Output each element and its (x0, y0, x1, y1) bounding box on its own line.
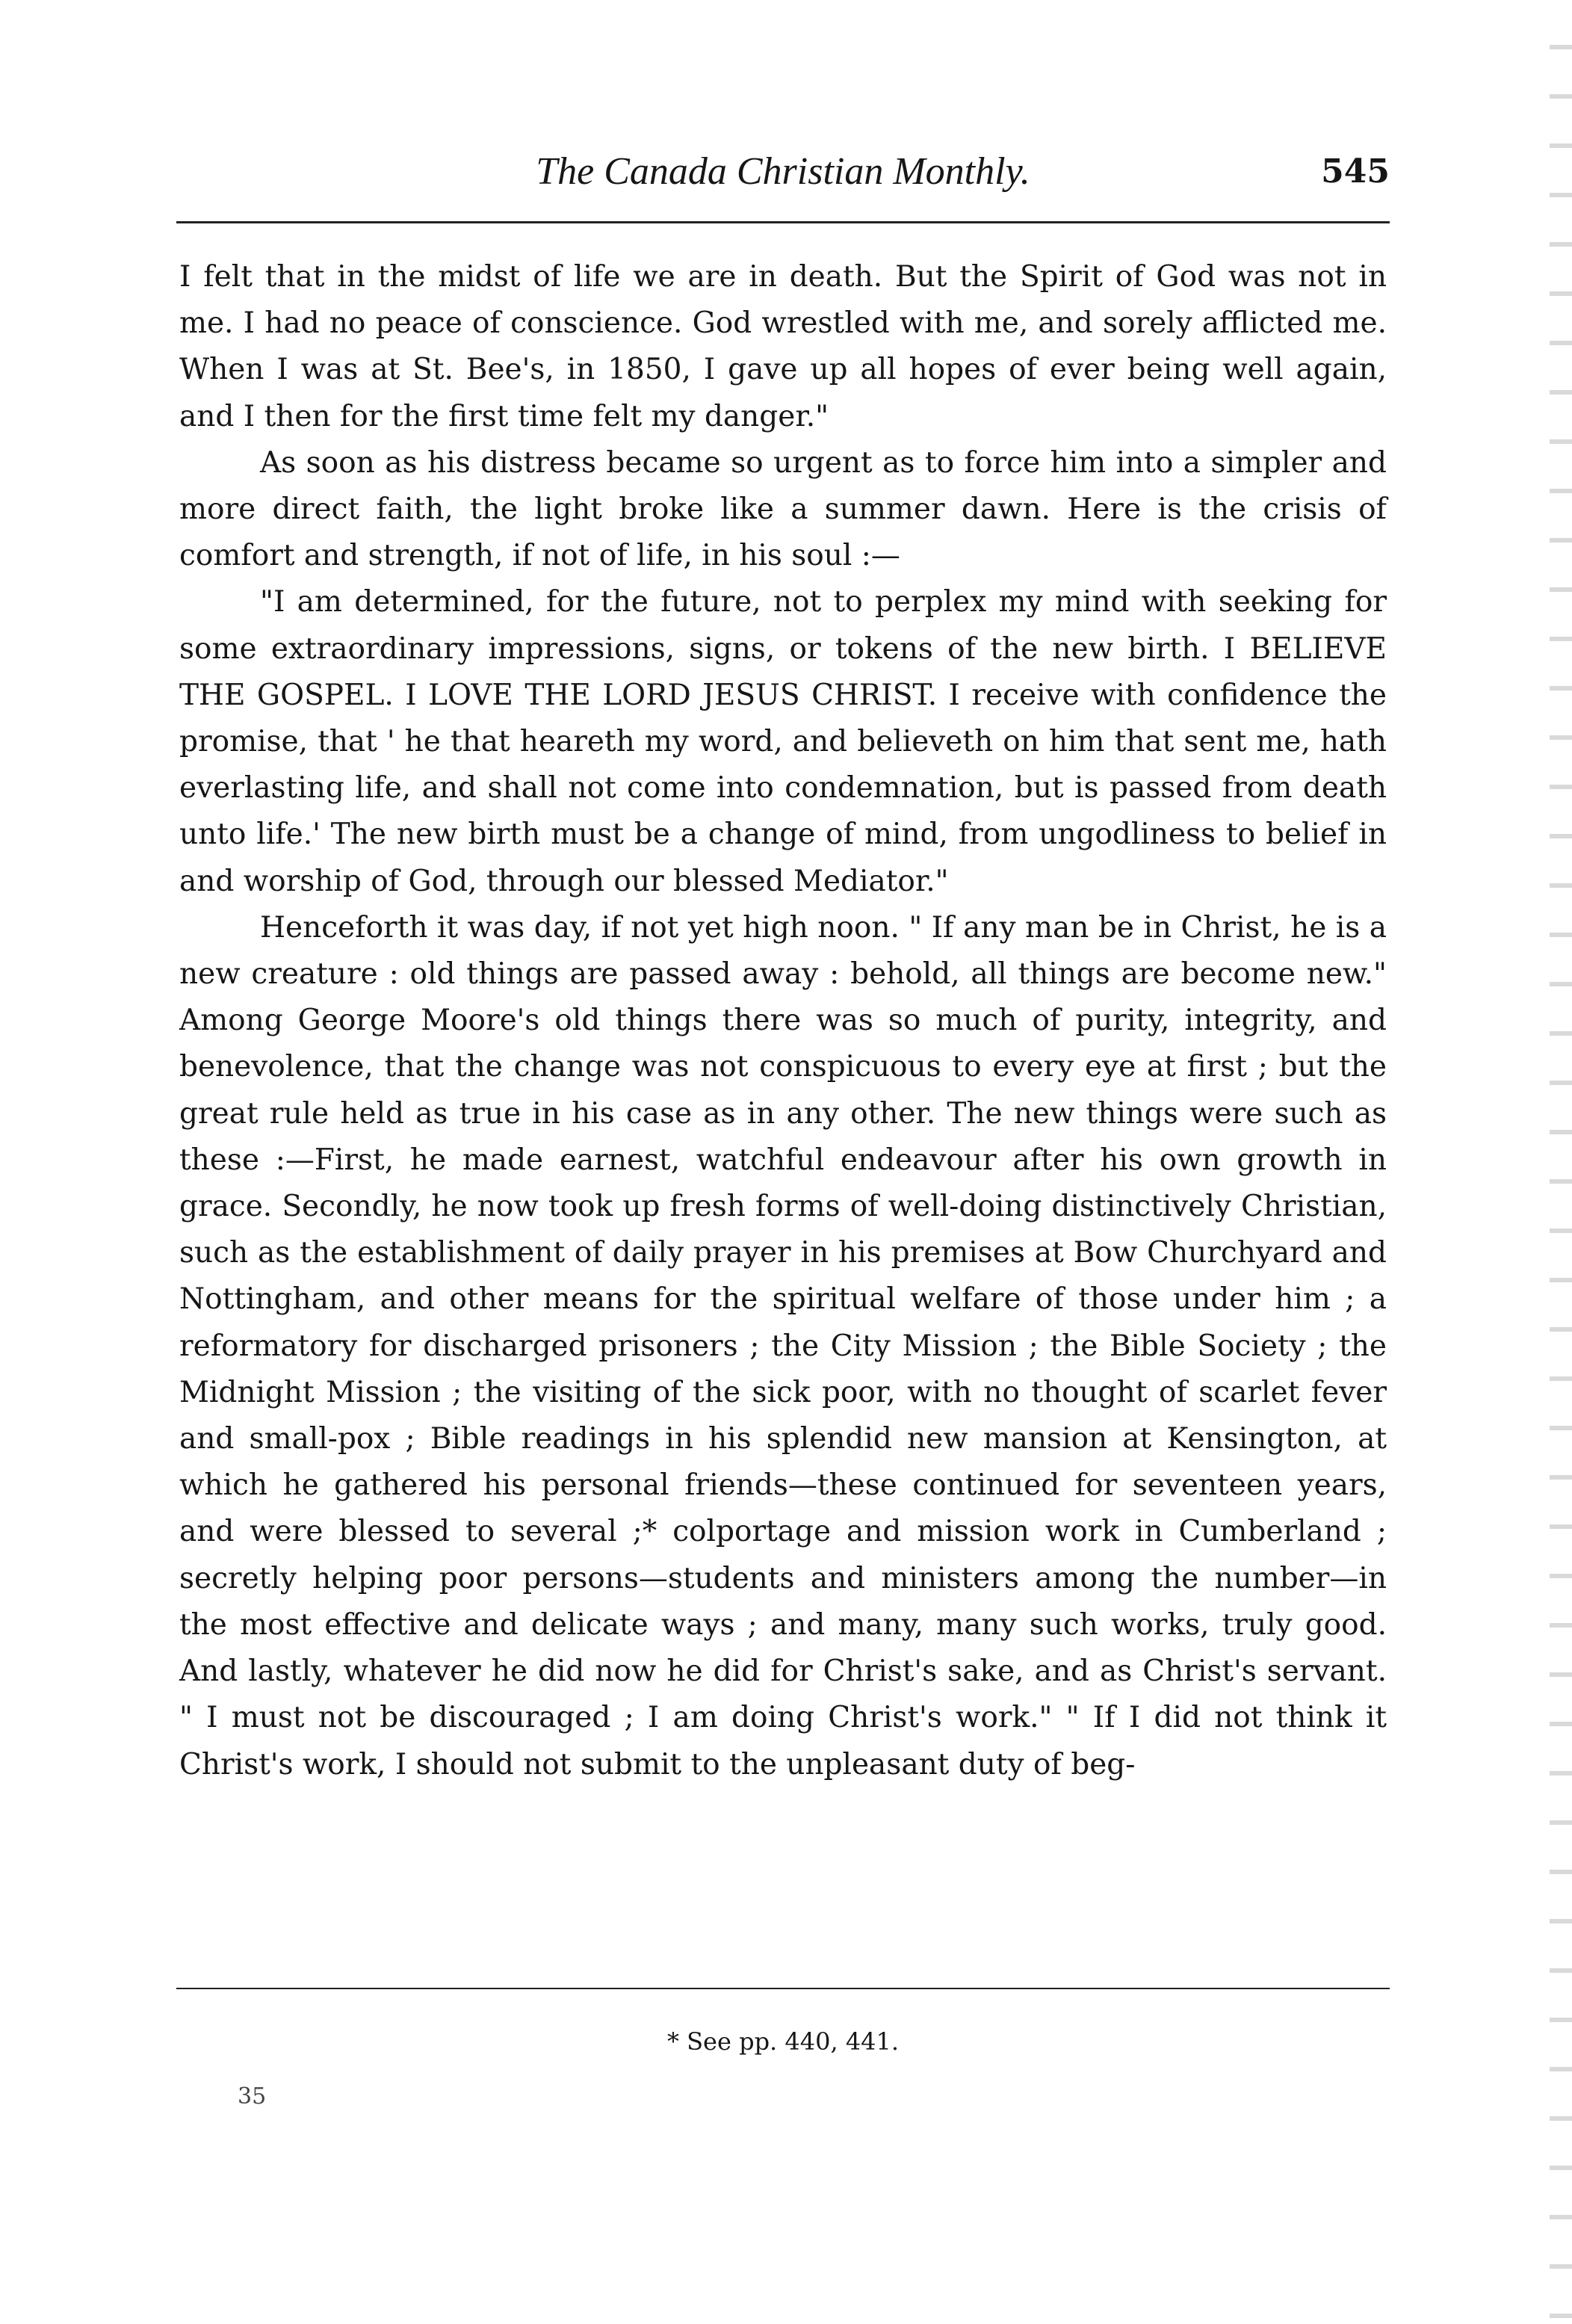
header-rule (176, 221, 1390, 223)
paragraph-3-quotation: "I am determined, for the future, not to perplex my mind with seeking for some extraordinary impressions, signs, or tokens of the new birth. I BELIEVE THE GOSPEL. I LOVE THE LORD JESUS CHRIST. I receive with confidence the promise, that ' he that heareth my word, and believeth on him that sent me, hath everlasting life, and shall not come into condemnation, but is passed from death unto life.' The new birth must be a change of mind, from ungodliness to belief in and worship of God, through our blessed Mediator." (179, 585, 1387, 898)
paragraph-2: As soon as his distress became so urgent as to force him into a simpler and more direct faith, the light broke like a summer dawn. Here is the crisis of comfort and strength, if not of life, in his soul :— (179, 445, 1387, 573)
scan-edge-shadow (1550, 0, 1572, 2324)
footnote-rule (176, 1988, 1390, 1989)
body-text (179, 254, 1387, 1788)
paragraph-4: Henceforth it was day, if not yet high noon. " If any man be in Christ, he is a new creature : old things are passed away : behold, all things are become new." Among George Moore's old things there was so much of purity, integrity, and benevolence, that the change was not conspicuous to every eye at first ; but the great rule held as true in his case as in any other. The new things were such as these :—First, he made earnest, watchful endeavour after his own growth in grace. Secondly, he now took up fresh forms of well-doing distinctively Christian, such as the establishment of daily prayer in his premises at Bow Churchyard and Nottingham, and other means for the spiritual welfare of those under him ; a reformatory for discharged prisoners ; the City Mission ; the Bible Society ; the Midnight Mission ; the visiting of the sick poor, with no thought of scarlet fever and small-pox ; Bible readings in his splendid new mansion at Kensington, at which he gathered his personal friends—these continued for seventeen years, and were blessed to several ;* colportage and mission work in Cumberland ; secretly helping poor persons—students and ministers among the number—in the most effective and delicate ways ; and many, many such works, truly good. And lastly, whatever he did now he did for Christ's sake, and as Christ's servant. " I must not be discouraged ; I am doing Christ's work." " If I did not think it Christ's work, I should not submit to the unpleasant duty of beg- (179, 910, 1387, 1781)
signature-mark: 35 (238, 2083, 267, 2110)
page-number: 545 (1321, 152, 1390, 191)
paragraph-1: I felt that in the midst of life we are in death. But the Spirit of God was not in me. I had no peace of conscience. God wrestled with me, and sorely afflicted me. When I was at St. Bee's, in 1850, I gave up all hopes of ever being well again, and I then for the first time felt my danger." (179, 260, 1387, 433)
running-head (176, 146, 1390, 198)
footnote: * See pp. 440, 441. (666, 2027, 900, 2056)
journal-title: The Canada Christian Monthly. (536, 150, 1030, 193)
